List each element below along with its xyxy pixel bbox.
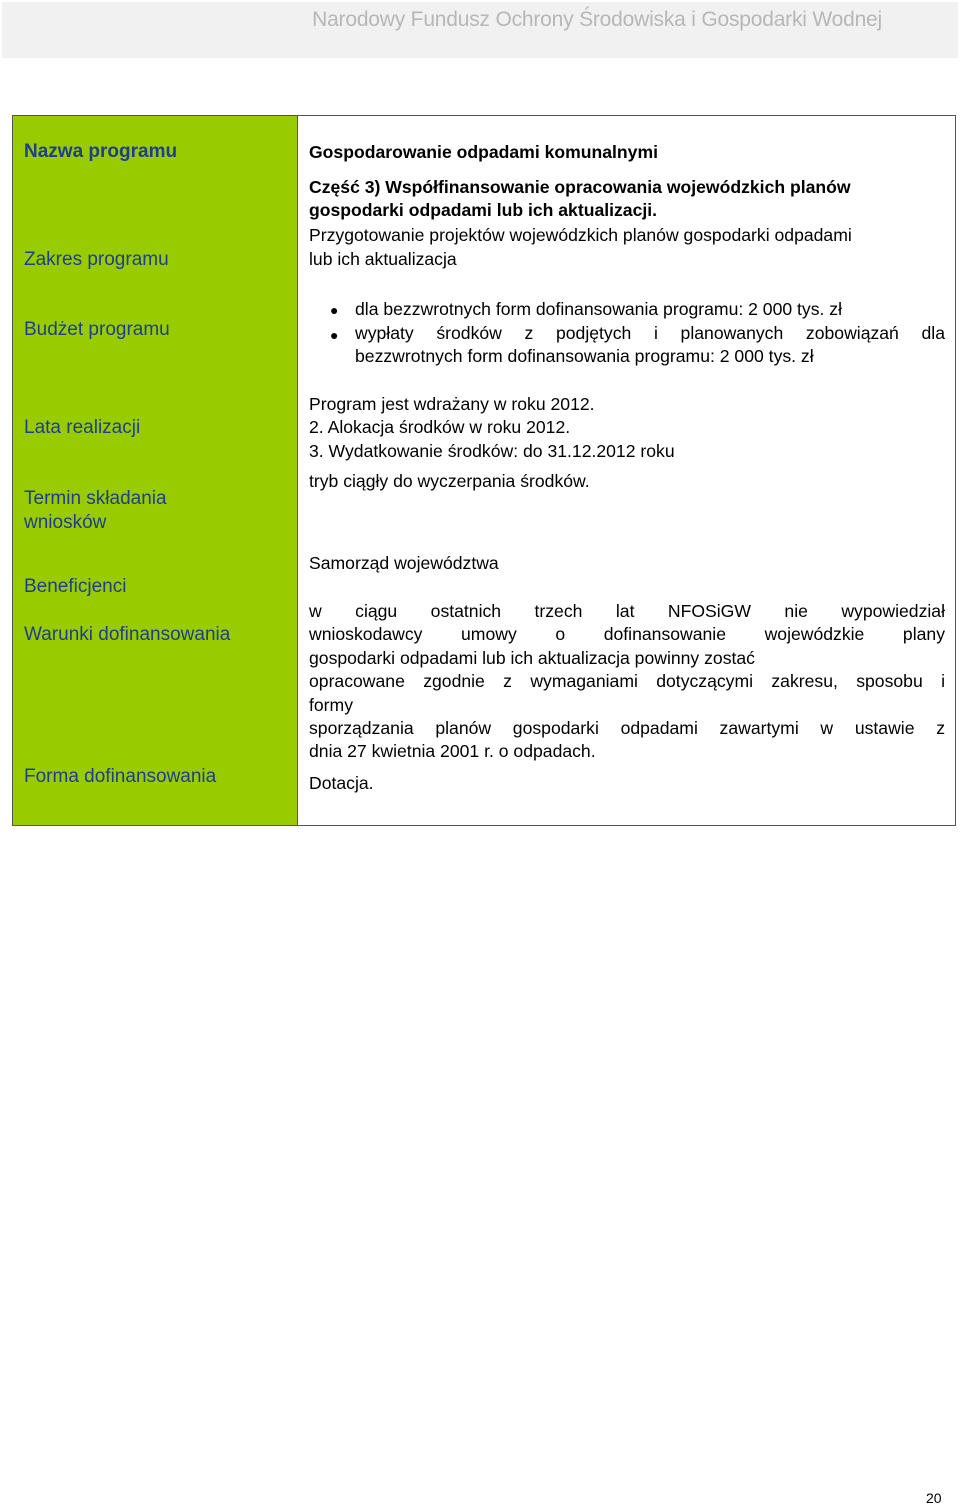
label-budzet: Budżet programu xyxy=(24,319,170,340)
zakres-bold-1: Część 3) Współfinansowanie opracowania wojewódzkich planów xyxy=(309,177,851,197)
zakres-text-1: Przygotowanie projektów wojewódzkich planów gospodarki odpadami xyxy=(309,225,852,245)
warunki-line-4: opracowane zgodnie z wymaganiami dotyczącymi zakresu, sposobu i xyxy=(309,671,945,691)
page-number: 20 xyxy=(926,1490,942,1506)
label-column xyxy=(12,115,298,826)
header-title: Narodowy Fundusz Ochrony Środowiska i Gospodarki Wodnej xyxy=(312,8,882,31)
termin-text: tryb ciągły do wyczerpania środków. xyxy=(309,471,590,491)
lata-line-3: 3. Wydatkowanie środków: do 31.12.2012 roku xyxy=(309,441,675,461)
label-zakres: Zakres programu xyxy=(24,249,169,270)
budzet-item-2b: bezzwrotnych form dofinansowania programu: 2 000 tys. zł xyxy=(355,346,814,366)
program-name: Gospodarowanie odpadami komunalnymi xyxy=(309,142,658,162)
label-warunki: Warunki dofinansowania xyxy=(24,624,231,645)
forma-text: Dotacja. xyxy=(309,773,374,793)
zakres-bold-2: gospodarki odpadami lub ich aktualizacji. xyxy=(309,200,658,220)
label-nazwa: Nazwa programu xyxy=(24,141,178,162)
label-lata: Lata realizacji xyxy=(24,417,141,438)
column-divider xyxy=(297,115,298,826)
zakres-text-2: lub ich aktualizacja xyxy=(309,249,457,269)
label-beneficjenci: Beneficjenci xyxy=(24,576,127,597)
header-band xyxy=(2,2,958,58)
warunki-line-5: formy xyxy=(309,695,353,715)
bullet-1: ● xyxy=(330,302,339,318)
warunki-line-3: gospodarki odpadami lub ich aktualizacja powinny zostać xyxy=(309,648,755,668)
warunki-line-6: sporządzania planów gospodarki odpadami zawartymi w ustawie z xyxy=(309,718,945,738)
warunki-line-2: wnioskodawcy umowy o dofinansowanie wojewódzkie plany xyxy=(309,624,945,644)
warunki-line-1: w ciągu ostatnich trzech lat NFOSiGW nie wypowiedział xyxy=(309,601,945,621)
beneficjenci-text: Samorząd województwa xyxy=(309,553,499,573)
bullet-2: ● xyxy=(330,327,339,343)
label-forma: Forma dofinansowania xyxy=(24,766,217,787)
lata-line-1: Program jest wdrażany w roku 2012. xyxy=(309,394,595,414)
label-termin-2: wniosków xyxy=(24,512,107,533)
warunki-line-7: dnia 27 kwietnia 2001 r. o odpadach. xyxy=(309,741,596,761)
budzet-item-2a: wypłaty środków z podjętych i planowanych zobowiązań dla xyxy=(355,323,945,343)
label-termin-1: Termin składania xyxy=(24,488,167,509)
lata-line-2: 2. Alokacja środków w roku 2012. xyxy=(309,417,571,437)
budzet-item-1: dla bezzwrotnych form dofinansowania programu: 2 000 tys. zł xyxy=(355,299,843,319)
